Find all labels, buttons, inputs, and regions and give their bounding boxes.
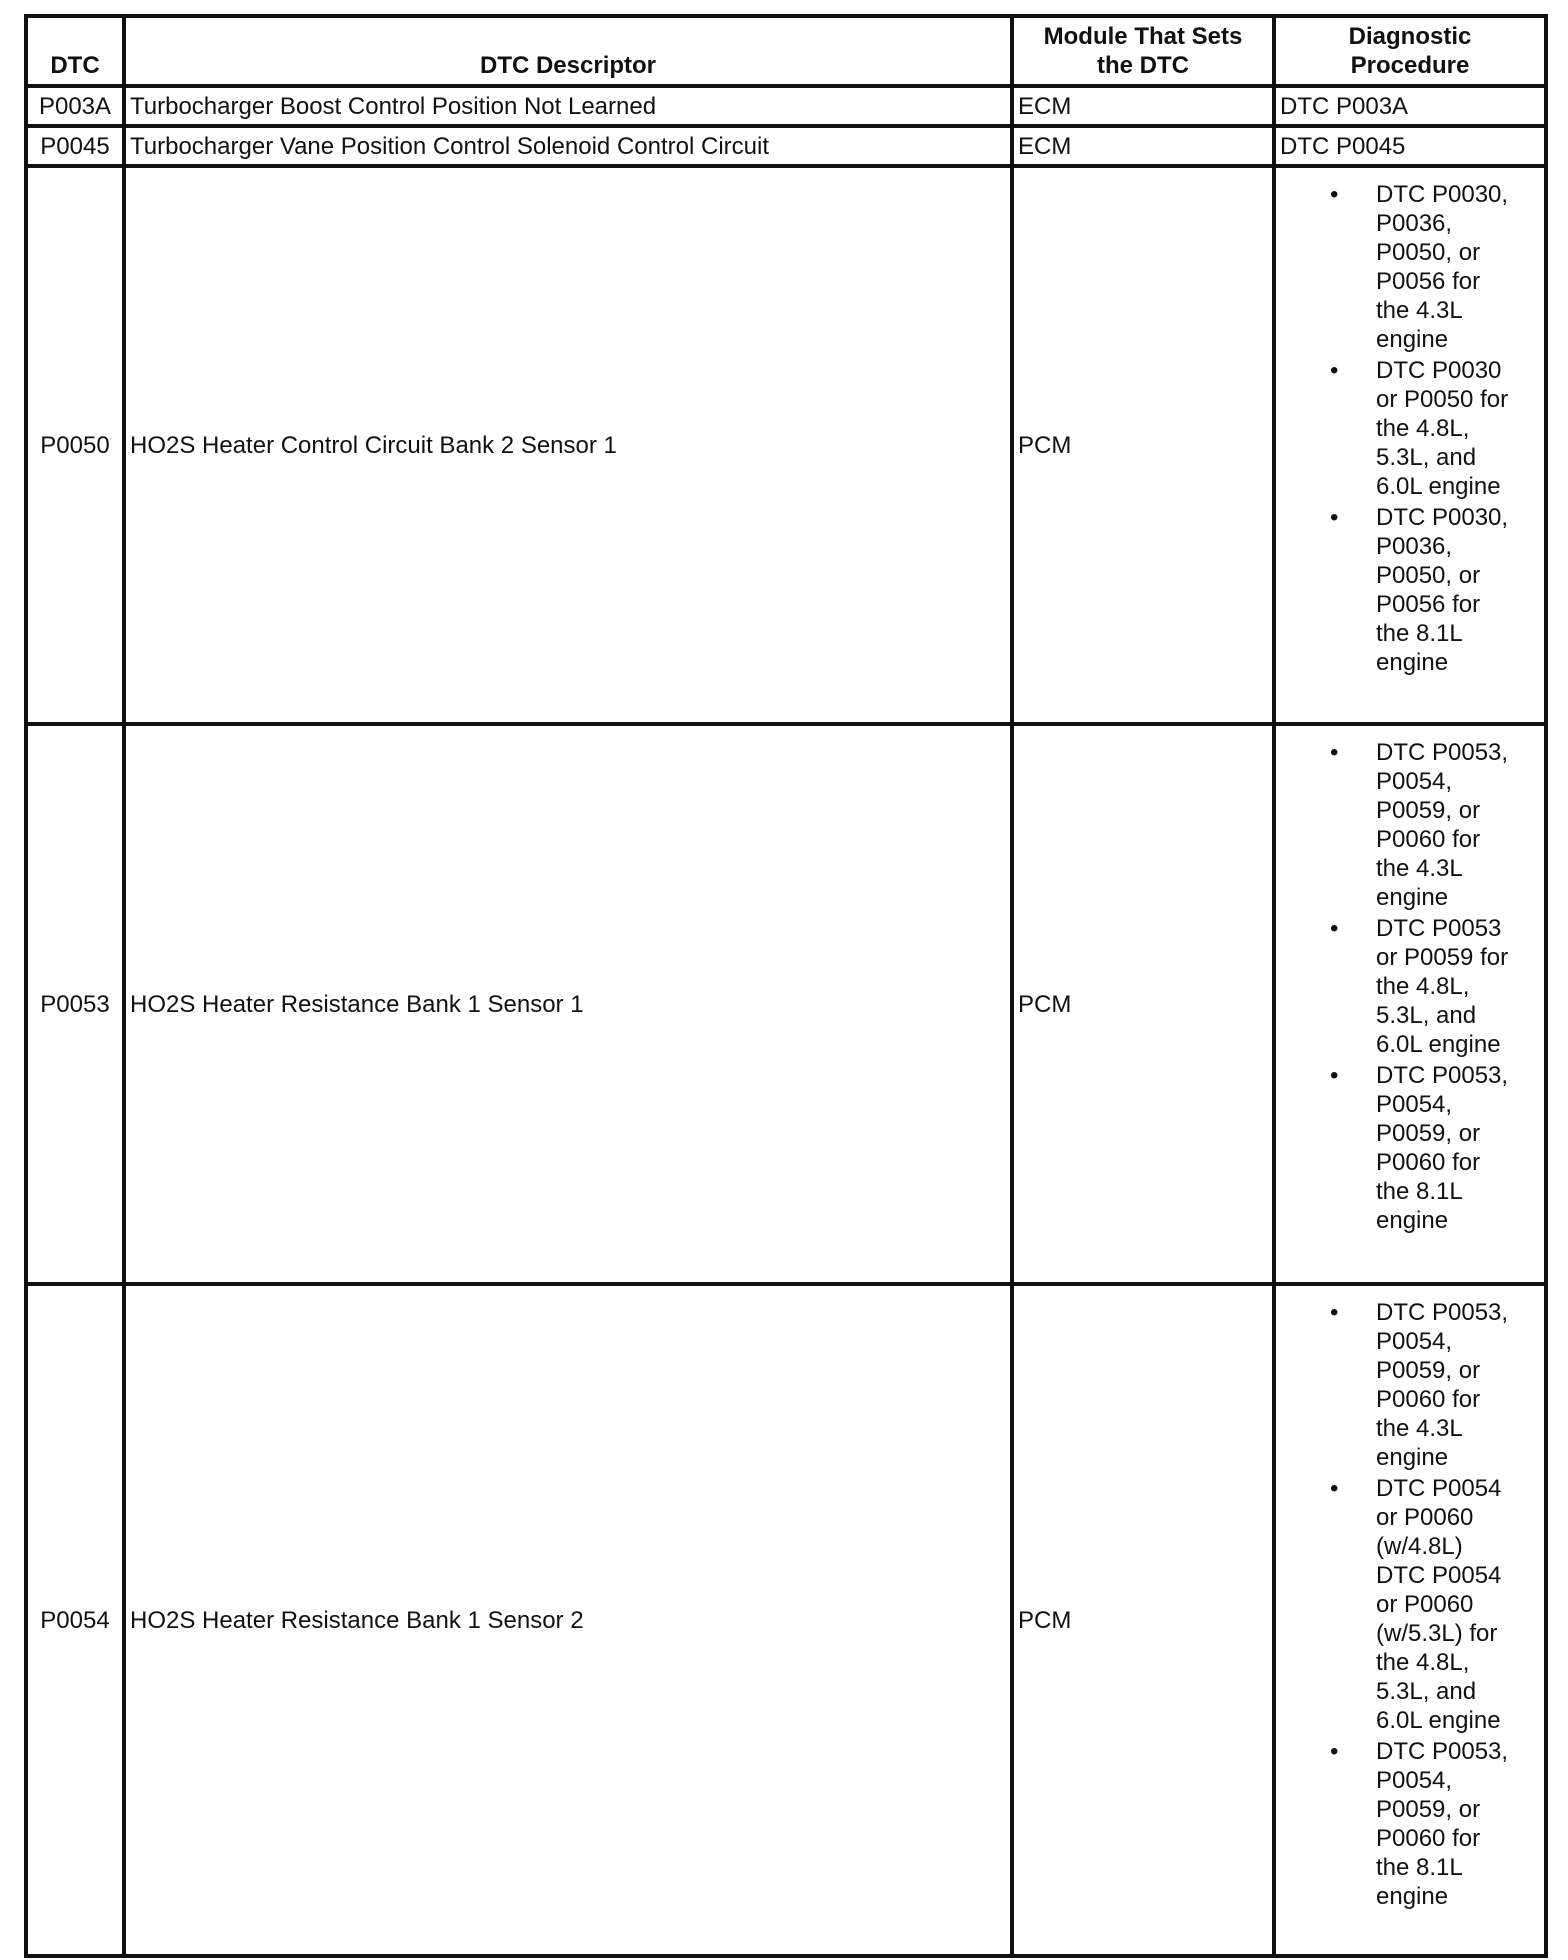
table-row — [26, 724, 1546, 1284]
bullet-icon: • — [1330, 1738, 1339, 1765]
procedure-item — [1276, 914, 1538, 1059]
procedure-item — [1276, 503, 1538, 677]
procedure-text: DTC P0053, P0054, P0059, or P0060 for the 8.1L engine — [1376, 1738, 1509, 1910]
bullet-icon: • — [1330, 357, 1339, 384]
module-cell: PCM — [1012, 166, 1274, 724]
table-row — [26, 1284, 1546, 1956]
dtc-table — [24, 14, 1548, 1958]
dtc-code-cell: P0050 — [26, 166, 124, 724]
procedure-list-cell — [1274, 166, 1546, 724]
procedure-text: DTC P0030 or P0050 for the 4.8L, 5.3L, and 6.0L engine — [1376, 357, 1509, 500]
procedure-text: DTC P0030, P0036, P0050, or P0056 for the 4.3L engine — [1376, 181, 1509, 353]
bullet-icon: • — [1330, 1475, 1339, 1502]
dtc-descriptor-cell: Turbocharger Vane Position Control Solenoid Control Circuit — [124, 126, 1012, 166]
procedure-item — [1276, 180, 1538, 354]
header-module: Module That Sets the DTC — [1012, 16, 1274, 86]
procedure-item — [1276, 1737, 1538, 1911]
procedure-item — [1276, 1474, 1538, 1735]
dtc-descriptor-cell: HO2S Heater Control Circuit Bank 2 Sensor 1 — [124, 166, 1012, 724]
bullet-icon: • — [1330, 1299, 1339, 1326]
procedure-text: DTC P0053, P0054, P0059, or P0060 for the 4.3L engine — [1376, 1299, 1509, 1471]
dtc-code-cell: P0045 — [26, 126, 124, 166]
procedure-text: DTC P0053, P0054, P0059, or P0060 for the 4.3L engine — [1376, 739, 1509, 911]
procedure-text: DTC P0054 or P0060 (w/4.8L) DTC P0054 or P0060 (w/5.3L) for the 4.8L, 5.3L, and 6.0L engine — [1376, 1475, 1502, 1734]
bullet-icon: • — [1330, 504, 1339, 531]
dtc-code-cell: P003A — [26, 86, 124, 126]
table-row — [26, 126, 1546, 166]
table-header-row — [26, 16, 1546, 86]
header-descriptor: DTC Descriptor — [124, 16, 1012, 86]
procedure-list — [1276, 1298, 1538, 1911]
procedure-list — [1276, 738, 1538, 1235]
procedure-text: DTC P0030, P0036, P0050, or P0056 for the 8.1L engine — [1376, 504, 1509, 676]
dtc-descriptor-cell: HO2S Heater Resistance Bank 1 Sensor 1 — [124, 724, 1012, 1284]
procedure-item — [1276, 1061, 1538, 1235]
bullet-icon: • — [1330, 739, 1339, 766]
dtc-descriptor-cell: HO2S Heater Resistance Bank 1 Sensor 2 — [124, 1284, 1012, 1956]
dtc-code-cell: P0053 — [26, 724, 124, 1284]
bullet-icon: • — [1330, 181, 1339, 208]
module-cell: PCM — [1012, 724, 1274, 1284]
procedure-item — [1276, 738, 1538, 912]
table-row — [26, 86, 1546, 126]
dtc-code-cell: P0054 — [26, 1284, 124, 1956]
procedure-list — [1276, 180, 1538, 677]
procedure-cell: DTC P0045 — [1274, 126, 1546, 166]
bullet-icon: • — [1330, 915, 1339, 942]
header-dtc: DTC — [26, 16, 124, 86]
procedure-item — [1276, 356, 1538, 501]
table-row — [26, 166, 1546, 724]
procedure-text: DTC P0053 or P0059 for the 4.8L, 5.3L, and 6.0L engine — [1376, 915, 1509, 1058]
module-cell: PCM — [1012, 1284, 1274, 1956]
procedure-cell: DTC P003A — [1274, 86, 1546, 126]
header-procedure: Diagnostic Procedure — [1274, 16, 1546, 86]
procedure-item — [1276, 1298, 1538, 1472]
bullet-icon: • — [1330, 1062, 1339, 1089]
module-cell: ECM — [1012, 86, 1274, 126]
module-cell: ECM — [1012, 126, 1274, 166]
procedure-list-cell — [1274, 724, 1546, 1284]
dtc-descriptor-cell: Turbocharger Boost Control Position Not Learned — [124, 86, 1012, 126]
procedure-text: DTC P0053, P0054, P0059, or P0060 for the 8.1L engine — [1376, 1062, 1509, 1234]
procedure-list-cell — [1274, 1284, 1546, 1956]
